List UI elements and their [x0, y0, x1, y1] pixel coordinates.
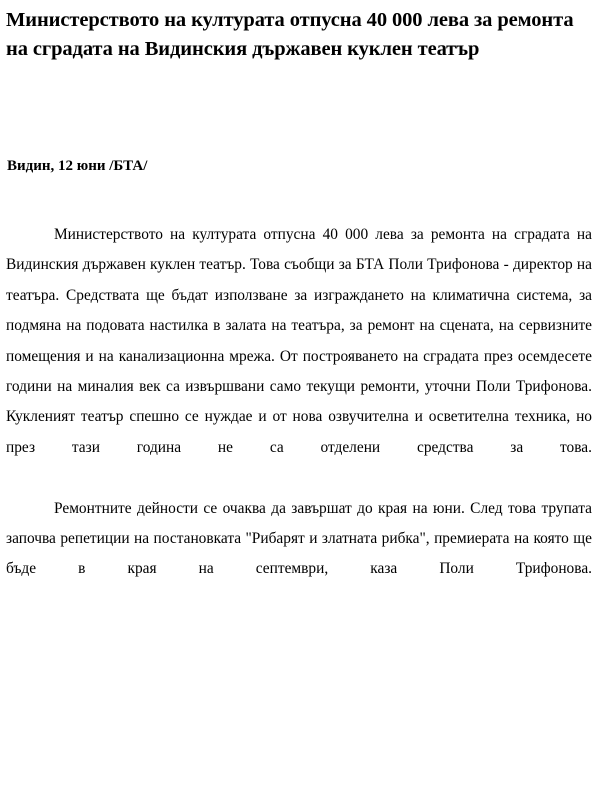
body-paragraph-1: Министерството на културата отпусна 40 000 лева за ремонта на сградата на Видинския държавен куклен театър. Това съобщи за БТА Поли Трифонова - директор на театъра. Средствата ще бъдат използване за изграждането на климатична система, за подмяна на подовата настилка в залата на театъра, за ремонт на сцената, на сервизните помещения и на канализационна мрежа. От построяването на сградата през осемдесете години на миналия век са извършвани само текущи ремонти, уточни Поли Трифонова. Кукленият театър спешно се нуждае и от нова озвучителна и осветителна техника, но през тази година не са отделени средства за това.: [6, 226, 592, 456]
page-title-line-2: на сградата на Видинския държавен куклен театър: [6, 38, 480, 60]
page-title-line-1: Министерството на културата отпусна 40 000 лева за ремонта: [6, 9, 574, 31]
body-paragraph-2: Ремонтните дейности се очаква да завършат до края на юни. След това трупата започва репетиции на постановката "Рибарят и златната рибка", премиерата на която ще бъде в края на септември, каза Поли Трифонова.: [6, 499, 592, 578]
dateline: Видин, 12 юни /БТА/: [7, 158, 148, 174]
article-body: [6, 220, 594, 615]
dateline-block: [6, 156, 594, 176]
page-title: [6, 6, 594, 64]
